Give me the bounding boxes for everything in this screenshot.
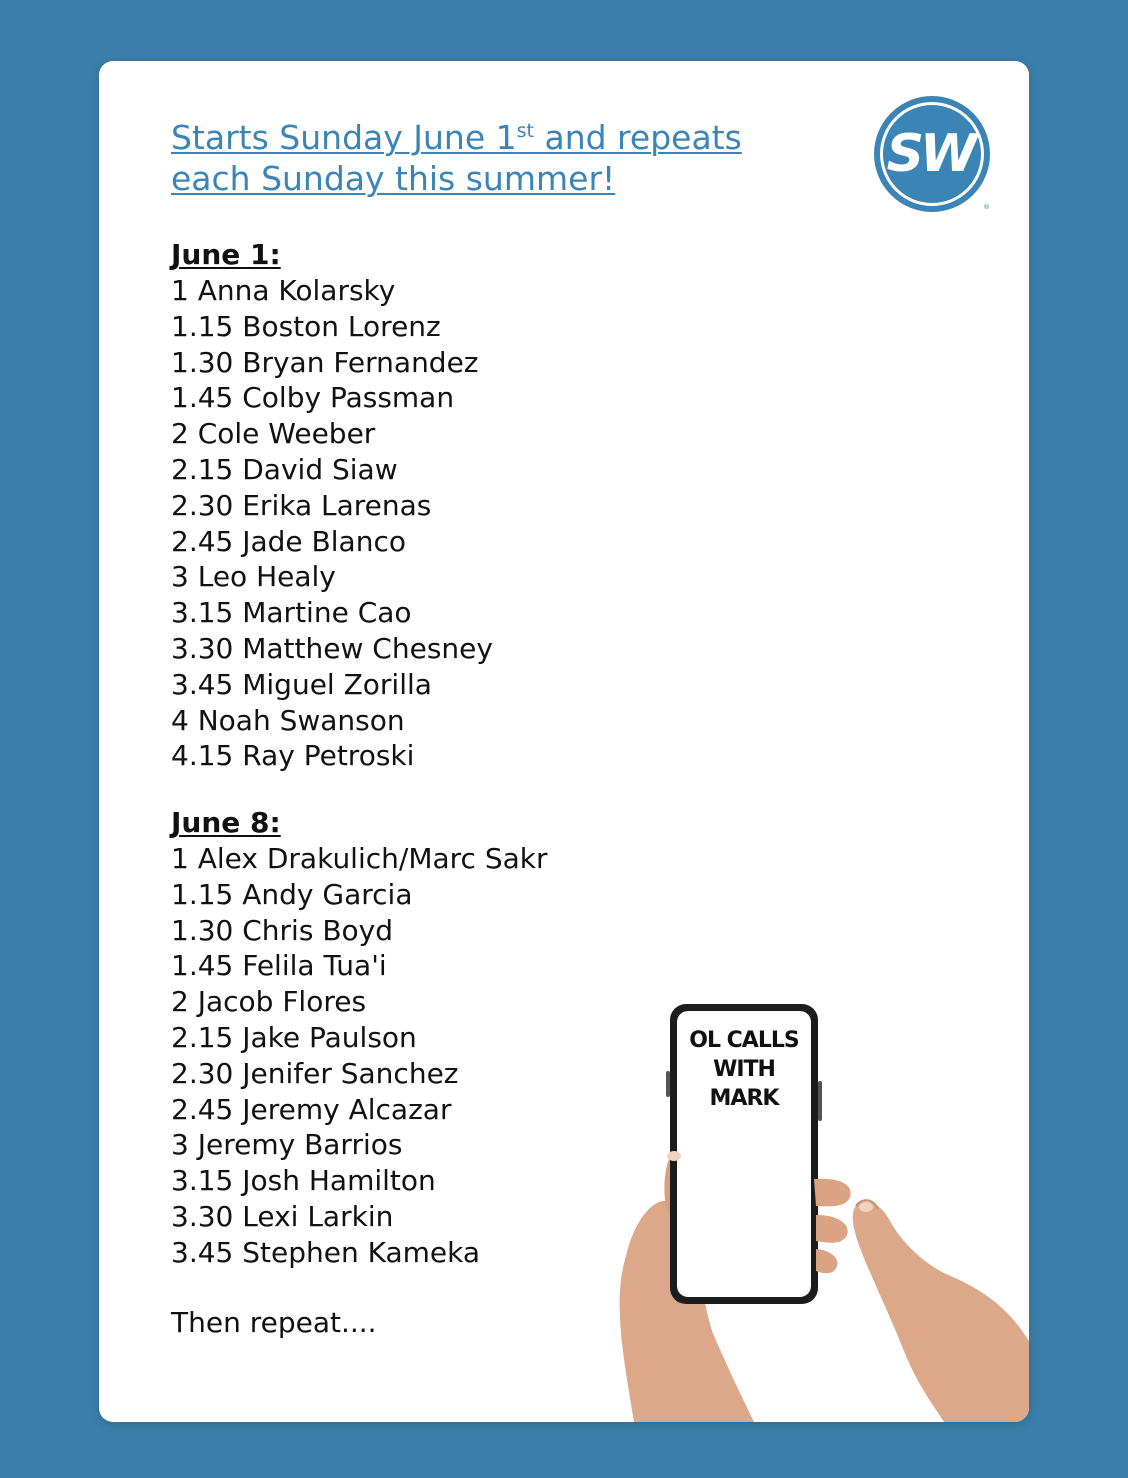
list-item: 2.45 Jeremy Alcazar — [171, 1092, 452, 1126]
headline-line2: each Sunday this summer! — [171, 159, 616, 198]
phone-text-line1: OL CALLS — [689, 1028, 799, 1053]
phone-text-line3: MARK — [709, 1086, 779, 1111]
list-item: 4.15 Ray Petroski — [171, 739, 415, 773]
headline-line1-pre: Starts Sunday June 1 — [171, 118, 517, 157]
list-item: 2.30 Erika Larenas — [171, 488, 432, 522]
list-item: 2.15 David Siaw — [171, 452, 398, 486]
list-item: 4 Noah Swanson — [171, 703, 405, 737]
list-item: 3 Jeremy Barrios — [171, 1128, 403, 1162]
list-item: 1.45 Colby Passman — [171, 381, 455, 415]
section-june-1 — [171, 236, 493, 774]
list-item: 2 Cole Weeber — [171, 417, 376, 451]
footer-text: Then repeat.... — [171, 1306, 377, 1339]
list-item: 3 Leo Healy — [171, 560, 336, 594]
list-item: 1.30 Chris Boyd — [171, 913, 394, 947]
headline-line1-post: and repeats — [533, 118, 742, 157]
logo-text: SW — [886, 124, 974, 184]
sw-logo — [873, 95, 991, 213]
section-title: June 1: — [171, 238, 281, 271]
list-item: 2 Jacob Flores — [171, 985, 367, 1019]
list-item: 1 Anna Kolarsky — [171, 274, 396, 307]
list-item: 2.45 Jade Blanco — [171, 524, 406, 558]
headline-line1-sup: st — [516, 120, 534, 142]
list-item: 3.30 Matthew Chesney — [171, 631, 493, 665]
section-title: June 8: — [171, 806, 281, 839]
list-item: 2.15 Jake Paulson — [171, 1020, 417, 1054]
phone-screen-text — [679, 1026, 809, 1113]
list-item: 3.15 Josh Hamilton — [171, 1164, 436, 1198]
list-item: 1.15 Boston Lorenz — [171, 309, 441, 343]
list-item: 1 Alex Drakulich/Marc Sakr — [171, 842, 548, 875]
svg-text:®: ® — [983, 203, 990, 211]
list-item: 3.15 Martine Cao — [171, 596, 412, 630]
list-item: 1.15 Andy Garcia — [171, 877, 413, 911]
section-june-8 — [171, 804, 547, 1271]
schedule-card — [99, 61, 1029, 1422]
list-item: 3.45 Miguel Zorilla — [171, 667, 432, 701]
list-item: 3.30 Lexi Larkin — [171, 1199, 394, 1233]
phone-text-line2: WITH — [713, 1057, 775, 1082]
headline — [171, 117, 742, 199]
list-item: 1.45 Felila Tua'i — [171, 949, 387, 983]
hands-holding-phone-illustration — [604, 1001, 1029, 1422]
list-item: 2.30 Jenifer Sanchez — [171, 1056, 459, 1090]
list-item: 1.30 Bryan Fernandez — [171, 345, 479, 379]
list-item: 3.45 Stephen Kameka — [171, 1235, 481, 1269]
